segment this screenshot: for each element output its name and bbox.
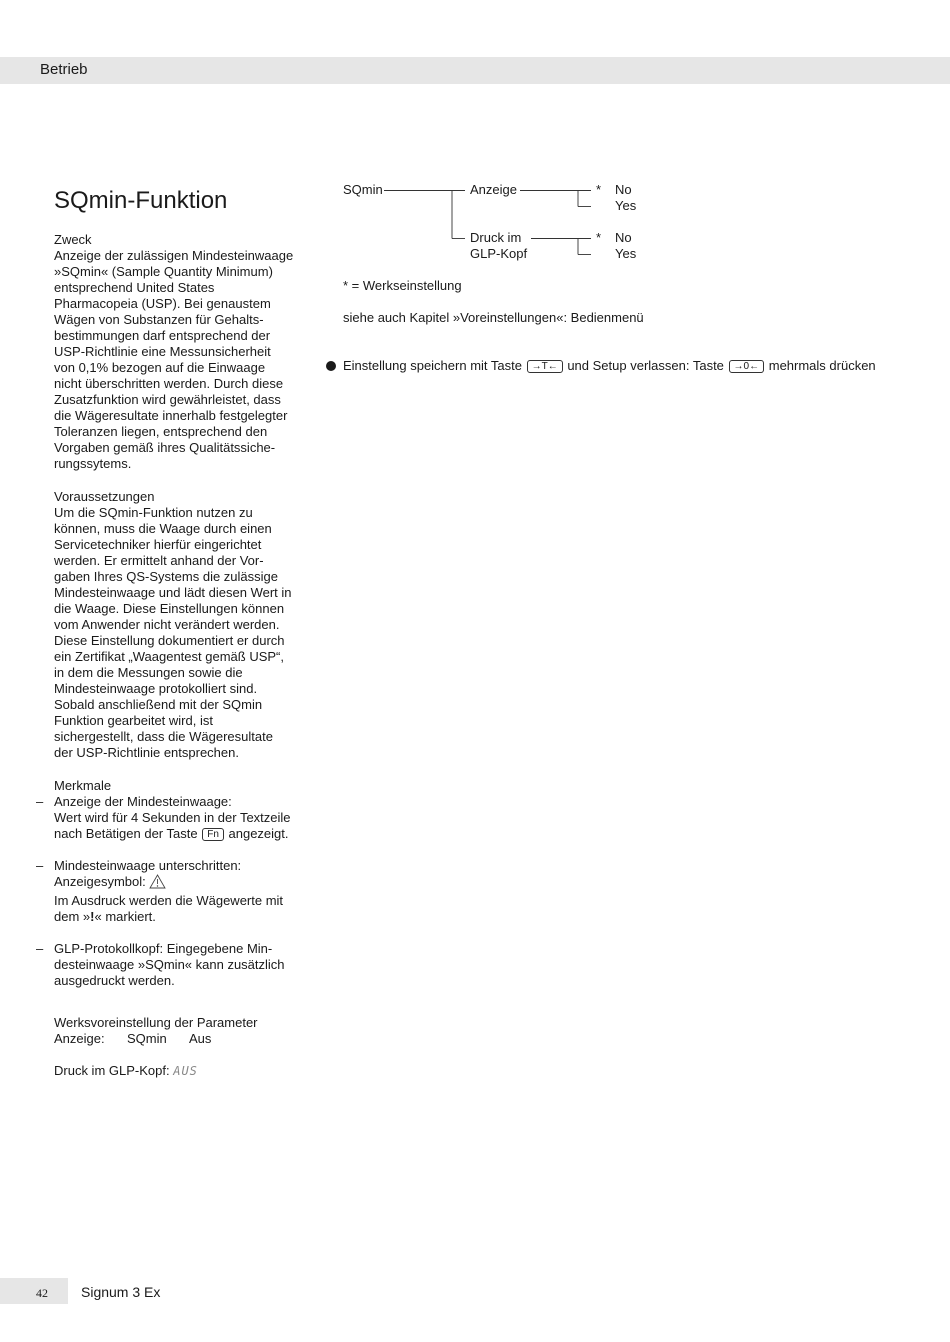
purpose-section	[54, 232, 294, 472]
footnote: * = Werkseinstellung	[343, 278, 462, 293]
default-star: *	[596, 182, 602, 197]
product-name: Signum 3 Ex	[81, 1284, 161, 1300]
instruction-line	[343, 358, 923, 374]
feature2-text-end: « markiert.	[94, 909, 156, 924]
defaults-section	[54, 1015, 294, 1079]
feature2-title: – Mindesteinwaage unterschritten:	[54, 858, 242, 873]
instruction-text-end: mehrmals drücken	[768, 358, 876, 373]
exclamation-mark: !	[90, 909, 95, 924]
fn-key-icon: Fn	[202, 828, 224, 841]
feature1-title: – Anzeige der Mindesteinwaage:	[54, 794, 232, 809]
tare-key-icon: →T←	[527, 360, 563, 373]
page-title: SQmin-Funktion	[54, 187, 228, 214]
defaults-row1-label: Anzeige:	[54, 1031, 105, 1046]
option-yes: Yes	[615, 198, 637, 213]
instruction-text-mid: und Setup verlassen: Taste	[567, 358, 724, 373]
tree-branch-print-line1: Druck im	[470, 230, 522, 245]
requirements-heading: Voraussetzungen	[54, 489, 155, 504]
defaults-heading: Werksvoreinstellung der Parameter	[54, 1015, 258, 1030]
purpose-heading: Zweck	[54, 232, 92, 247]
requirements-text: Um die SQmin-Funktion nutzen zu können, muss die Waage durch einen Servicetechniker hierfür eingerichtet werden. Er ermittelt anhand der Vorgaben Ihres QS-Systems die zulässige Mindesteinwaage und lädt diesen Wert in die Waage. Diese Einstellungen können vom Anwender nicht verändert werden. Diese Einstellung dokumentiert er durch ein Zertifikat „Waagentest gemäß USP“, in dem die Messungen sowie die Mindesteinwaage protokolliert sind. Sobald anschließend mit der SQmin Funktion gearbeitet wird, ist sichergestellt, dass die Wägeresultate der USP-Richtlinie entsprechen.	[54, 505, 292, 760]
option-no: No	[615, 230, 632, 245]
feature1-text-end: angezeigt.	[228, 826, 289, 841]
instruction-text: Einstellung speichern mit Taste	[343, 358, 522, 373]
see-also-note: siehe auch Kapitel »Voreinstellungen«: Bedienmenü	[343, 310, 644, 325]
defaults-row-print	[54, 1063, 294, 1079]
list-item	[54, 941, 294, 989]
feature2-text: Im Ausdruck werden die Wägewerte mit dem »	[54, 893, 284, 924]
header-bar	[0, 57, 950, 84]
tree-root: SQmin	[343, 182, 383, 197]
tree-branch-display: Anzeige	[470, 182, 517, 197]
defaults-row2-value: AUS	[173, 1064, 198, 1078]
tree-branch-print-line2: GLP-Kopf	[470, 246, 528, 261]
defaults-row1-value: Aus	[189, 1031, 212, 1046]
feature3-text: GLP-Protokollkopf: Eingegebene Mindesteinwaage »SQmin« kann zusätzlich ausgedruckt werden.	[54, 941, 285, 988]
features-list	[54, 794, 294, 989]
footer-page-box	[0, 1278, 68, 1304]
option-yes: Yes	[615, 246, 637, 261]
option-no: No	[615, 182, 632, 197]
zero-key-icon: →0←	[729, 360, 765, 373]
requirements-section	[54, 489, 294, 761]
features-heading: Merkmale	[54, 778, 112, 793]
features-section	[54, 778, 294, 989]
feature2-symbol-label: Anzeigesymbol:	[54, 874, 146, 889]
list-item	[54, 794, 294, 842]
feature1-text: Wert wird für 4 Sekunden in der Textzeile nach Betätigen der Taste	[54, 810, 291, 841]
right-column	[343, 182, 923, 374]
default-star: *	[596, 230, 602, 245]
defaults-row1-param: SQmin	[127, 1031, 167, 1046]
left-column	[54, 186, 294, 1079]
menu-tree-diagram	[343, 182, 663, 268]
purpose-text: Anzeige der zulässigen Mindesteinwaage »SQmin« (Sample Quantity Minimum) entsprechend United States Pharmacopeia (USP). Bei genaustem Wägen von Substanzen für Gehaltsbestimmungen darf entsprechend der USP-Richtlinie eine Messunsicherheit von 0,1% bezogen auf die Einwaage nicht überschritten werden. Durch diese Zusatzfunktion wird gewährleistet, dass die Wägeresultate innerhalb festgelegter Toleranzen liegen, entsprechend den Vorgaben gemäß ihres Qualitätssicherungssytems.	[54, 248, 294, 471]
page-number: 42	[36, 1286, 48, 1300]
list-item	[54, 858, 294, 925]
section-title: Betrieb	[40, 61, 88, 78]
warning-triangle-icon	[149, 874, 166, 893]
defaults-row-display	[54, 1031, 294, 1047]
bullet-dot-icon	[326, 361, 336, 371]
defaults-row2-label: Druck im GLP-Kopf:	[54, 1063, 170, 1078]
